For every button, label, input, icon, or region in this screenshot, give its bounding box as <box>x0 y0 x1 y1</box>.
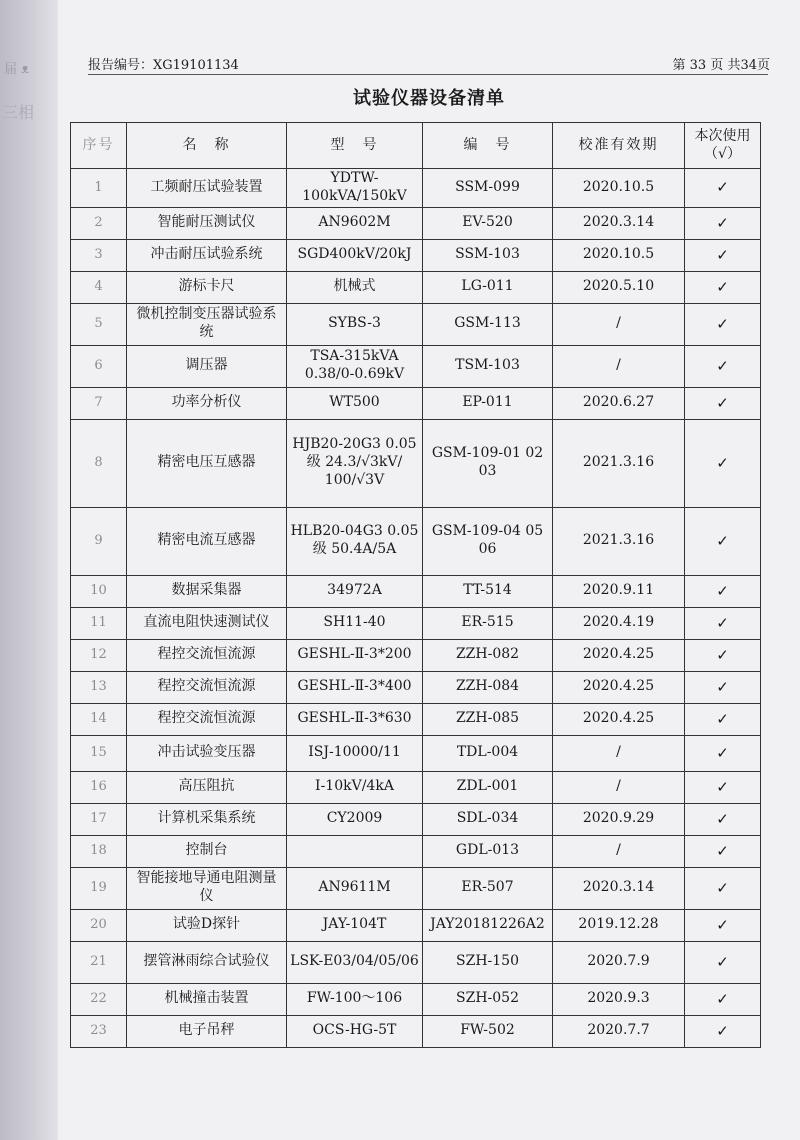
cell-no: 9 <box>71 507 127 575</box>
cell-used: ✓ <box>685 169 761 208</box>
cell-valid: 2020.4.25 <box>553 703 685 735</box>
table-row <box>71 169 761 208</box>
cell-name: 精密电压互感器 <box>127 419 287 507</box>
cell-used: ✓ <box>685 271 761 303</box>
cell-no: 16 <box>71 771 127 803</box>
table-row <box>71 387 761 419</box>
cell-name: 电子吊秤 <box>127 1015 287 1047</box>
cell-no: 13 <box>71 671 127 703</box>
cell-model: TSA-315kVA 0.38/0-0.69kV <box>287 345 423 387</box>
header-valid: 校准有效期 <box>553 123 685 169</box>
table-row <box>71 1015 761 1047</box>
cell-model: HLB20-04G3 0.05级 50.4A/5A <box>287 507 423 575</box>
cell-name: 微机控制变压器试验系统 <box>127 303 287 345</box>
cell-code: TDL-004 <box>423 735 553 771</box>
cell-name: 工频耐压试验装置 <box>127 169 287 208</box>
cell-no: 17 <box>71 803 127 835</box>
equipment-table <box>70 122 761 1048</box>
cell-model: JAY-104T <box>287 909 423 941</box>
cell-model: AN9602M <box>287 207 423 239</box>
table-row <box>71 207 761 239</box>
cell-no: 10 <box>71 575 127 607</box>
header-no: 序号 <box>71 123 127 169</box>
cell-valid: 2020.9.11 <box>553 575 685 607</box>
header-divider <box>88 74 768 75</box>
cell-model: FW-100～106 <box>287 983 423 1015</box>
cell-no: 19 <box>71 867 127 909</box>
cell-model: YDTW-100kVA/150kV <box>287 169 423 208</box>
table-row <box>71 941 761 983</box>
cell-no: 12 <box>71 639 127 671</box>
cell-code: SSM-103 <box>423 239 553 271</box>
cell-code: ZZH-085 <box>423 703 553 735</box>
table-row <box>71 419 761 507</box>
cell-model: GESHL-Ⅱ-3*400 <box>287 671 423 703</box>
cell-no: 3 <box>71 239 127 271</box>
cell-used: ✓ <box>685 303 761 345</box>
cell-code: SSM-099 <box>423 169 553 208</box>
cell-valid: 2020.7.9 <box>553 941 685 983</box>
table-row <box>71 909 761 941</box>
cell-no: 8 <box>71 419 127 507</box>
cell-model: LSK-E03/04/05/06 <box>287 941 423 983</box>
cell-model: 34972A <box>287 575 423 607</box>
table-row <box>71 771 761 803</box>
cell-name: 直流电阻快速测试仪 <box>127 607 287 639</box>
cell-no: 2 <box>71 207 127 239</box>
cell-no: 7 <box>71 387 127 419</box>
cell-model: SGD400kV/20kJ <box>287 239 423 271</box>
header-model: 型 号 <box>287 123 423 169</box>
cell-code: GSM-113 <box>423 303 553 345</box>
cell-used: ✓ <box>685 607 761 639</box>
cell-used: ✓ <box>685 575 761 607</box>
cell-model: HJB20-20G3 0.05级 24.3/√3kV/ 100/√3V <box>287 419 423 507</box>
cell-model: AN9611M <box>287 867 423 909</box>
cell-code: ER-507 <box>423 867 553 909</box>
cell-code: EV-520 <box>423 207 553 239</box>
cell-no: 22 <box>71 983 127 1015</box>
document-page <box>58 0 800 1140</box>
cell-valid: / <box>553 303 685 345</box>
cell-code: GSM-109-01 02 03 <box>423 419 553 507</box>
cell-used: ✓ <box>685 507 761 575</box>
cell-used: ✓ <box>685 941 761 983</box>
table-row <box>71 983 761 1015</box>
cell-model: OCS-HG-5T <box>287 1015 423 1047</box>
cell-name: 机械撞击装置 <box>127 983 287 1015</box>
cell-valid: / <box>553 735 685 771</box>
table-row <box>71 303 761 345</box>
cell-valid: 2020.4.25 <box>553 639 685 671</box>
cell-model: ISJ-10000/11 <box>287 735 423 771</box>
cell-model: 机械式 <box>287 271 423 303</box>
cell-name: 程控交流恒流源 <box>127 639 287 671</box>
table-header-row <box>71 123 761 169</box>
table-row <box>71 735 761 771</box>
cell-name: 精密电流互感器 <box>127 507 287 575</box>
cell-code: ZZH-084 <box>423 671 553 703</box>
page-binding-edge <box>0 0 58 1140</box>
cell-model: WT500 <box>287 387 423 419</box>
cell-used: ✓ <box>685 671 761 703</box>
cell-valid: 2019.12.28 <box>553 909 685 941</box>
cell-code: GSM-109-04 05 06 <box>423 507 553 575</box>
cell-code: ER-515 <box>423 607 553 639</box>
cell-no: 4 <box>71 271 127 303</box>
cell-code: TSM-103 <box>423 345 553 387</box>
table-row <box>71 239 761 271</box>
cell-code: EP-011 <box>423 387 553 419</box>
cell-used: ✓ <box>685 1015 761 1047</box>
cell-used: ✓ <box>685 771 761 803</box>
cell-name: 冲击耐压试验系统 <box>127 239 287 271</box>
cell-name: 功率分析仪 <box>127 387 287 419</box>
cell-name: 控制台 <box>127 835 287 867</box>
cell-code: SDL-034 <box>423 803 553 835</box>
cell-model: CY2009 <box>287 803 423 835</box>
cell-used: ✓ <box>685 239 761 271</box>
cell-name: 智能接地导通电阻测量仪 <box>127 867 287 909</box>
cell-name: 程控交流恒流源 <box>127 703 287 735</box>
table-row <box>71 867 761 909</box>
report-number: 报告编号：XG19101134 <box>88 58 239 73</box>
cell-valid: / <box>553 771 685 803</box>
cell-used: ✓ <box>685 639 761 671</box>
cell-model: I-10kV/4kA <box>287 771 423 803</box>
cell-no: 21 <box>71 941 127 983</box>
cell-valid: 2020.4.25 <box>553 671 685 703</box>
cell-valid: 2020.9.29 <box>553 803 685 835</box>
cell-name: 程控交流恒流源 <box>127 671 287 703</box>
binding-bleed-text-mid: 三相 <box>2 103 35 122</box>
cell-name: 数据采集器 <box>127 575 287 607</box>
cell-no: 23 <box>71 1015 127 1047</box>
cell-valid: / <box>553 345 685 387</box>
cell-valid: 2020.10.5 <box>553 239 685 271</box>
cell-no: 6 <box>71 345 127 387</box>
cell-code: GDL-013 <box>423 835 553 867</box>
table-row <box>71 835 761 867</box>
cell-code: FW-502 <box>423 1015 553 1047</box>
cell-code: ZZH-082 <box>423 639 553 671</box>
cell-no: 14 <box>71 703 127 735</box>
cell-used: ✓ <box>685 735 761 771</box>
table-row <box>71 803 761 835</box>
cell-used: ✓ <box>685 909 761 941</box>
cell-model <box>287 835 423 867</box>
table-row <box>71 271 761 303</box>
cell-name: 游标卡尺 <box>127 271 287 303</box>
cell-used: ✓ <box>685 387 761 419</box>
cell-used: ✓ <box>685 207 761 239</box>
cell-model: GESHL-Ⅱ-3*200 <box>287 639 423 671</box>
cell-used: ✓ <box>685 419 761 507</box>
table-row <box>71 345 761 387</box>
cell-name: 冲击试验变压器 <box>127 735 287 771</box>
cell-used: ✓ <box>685 703 761 735</box>
cell-valid: 2020.9.3 <box>553 983 685 1015</box>
cell-no: 1 <box>71 169 127 208</box>
cell-used: ✓ <box>685 803 761 835</box>
cell-used: ✓ <box>685 835 761 867</box>
cell-valid: 2020.10.5 <box>553 169 685 208</box>
table-body <box>71 169 761 1048</box>
table-row <box>71 607 761 639</box>
cell-valid: 2021.3.16 <box>553 507 685 575</box>
page-header <box>88 52 770 74</box>
cell-name: 高压阻抗 <box>127 771 287 803</box>
cell-valid: 2021.3.16 <box>553 419 685 507</box>
cell-valid: 2020.6.27 <box>553 387 685 419</box>
cell-no: 18 <box>71 835 127 867</box>
cell-no: 20 <box>71 909 127 941</box>
cell-name: 调压器 <box>127 345 287 387</box>
table-row <box>71 639 761 671</box>
header-code: 编 号 <box>423 123 553 169</box>
header-name: 名 称 <box>127 123 287 169</box>
cell-valid: / <box>553 835 685 867</box>
cell-code: JAY20181226A2 <box>423 909 553 941</box>
cell-no: 5 <box>71 303 127 345</box>
table-row <box>71 575 761 607</box>
cell-used: ✓ <box>685 867 761 909</box>
cell-valid: 2020.5.10 <box>553 271 685 303</box>
cell-model: SYBS-3 <box>287 303 423 345</box>
cell-valid: 2020.3.14 <box>553 207 685 239</box>
cell-code: SZH-052 <box>423 983 553 1015</box>
cell-model: SH11-40 <box>287 607 423 639</box>
cell-name: 试验D探针 <box>127 909 287 941</box>
binding-bleed-text-top: 届 ᴥ <box>4 62 30 77</box>
table-row <box>71 507 761 575</box>
cell-name: 智能耐压测试仪 <box>127 207 287 239</box>
cell-used: ✓ <box>685 983 761 1015</box>
cell-code: SZH-150 <box>423 941 553 983</box>
cell-valid: 2020.3.14 <box>553 867 685 909</box>
cell-name: 计算机采集系统 <box>127 803 287 835</box>
cell-code: ZDL-001 <box>423 771 553 803</box>
cell-model: GESHL-Ⅱ-3*630 <box>287 703 423 735</box>
header-used: 本次使用（√） <box>685 123 761 169</box>
page-number: 第 33 页 共34页 <box>672 58 770 73</box>
cell-no: 15 <box>71 735 127 771</box>
table-row <box>71 671 761 703</box>
cell-code: TT-514 <box>423 575 553 607</box>
cell-valid: 2020.7.7 <box>553 1015 685 1047</box>
cell-name: 摆管淋雨综合试验仪 <box>127 941 287 983</box>
table-row <box>71 703 761 735</box>
document-title: 试验仪器设备清单 <box>353 88 505 109</box>
cell-used: ✓ <box>685 345 761 387</box>
cell-code: LG-011 <box>423 271 553 303</box>
cell-valid: 2020.4.19 <box>553 607 685 639</box>
cell-no: 11 <box>71 607 127 639</box>
